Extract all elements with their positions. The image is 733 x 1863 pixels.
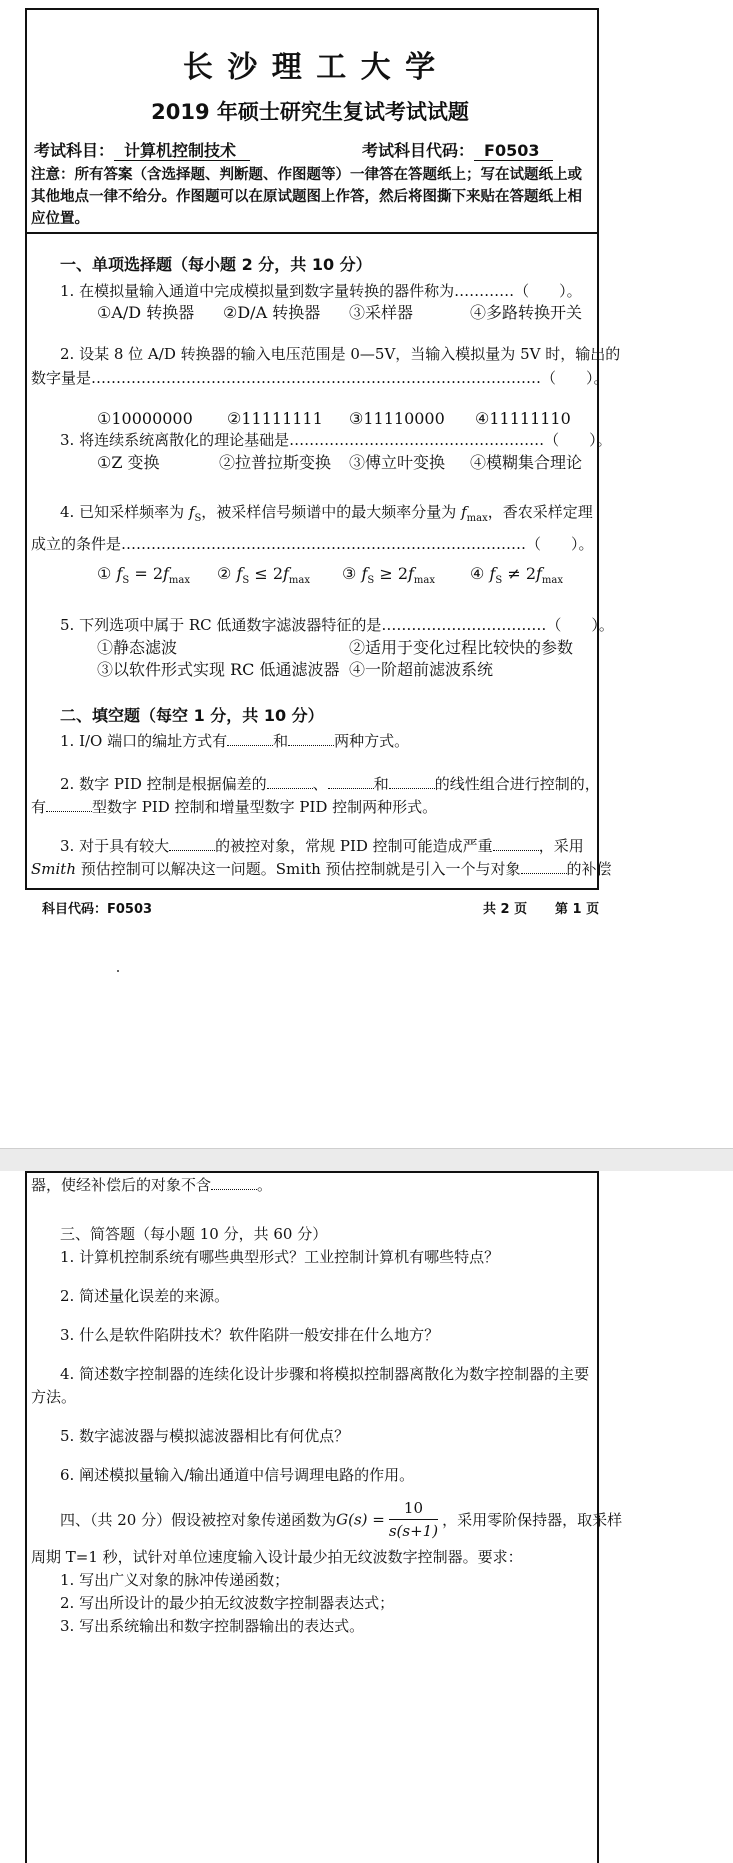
q3-text: 3. 将连续系统离散化的理论基础是……………………………………………（ ）。 bbox=[60, 431, 612, 449]
continuation-line bbox=[31, 1174, 272, 1196]
q4-o1-two: 2 bbox=[152, 564, 163, 583]
code-value: F0503 bbox=[474, 141, 553, 161]
q4-o1-fmax: f bbox=[163, 564, 169, 583]
fill-blank bbox=[493, 836, 539, 851]
university-name: 长 沙 理 工 大 学 bbox=[182, 50, 438, 85]
fill-3-e: 预估控制可以解决这一问题。Smith 预估控制就是引入一个与对象 bbox=[76, 860, 521, 878]
q2-option-2: ②11111111 bbox=[227, 409, 323, 428]
q4-o4-fmax: f bbox=[536, 564, 542, 583]
q5-text: 5. 下列选项中属于 RC 低通数字滤波器特征的是……………………………（ ）。 bbox=[60, 616, 614, 634]
continuation-b: 。 bbox=[257, 1176, 273, 1194]
q4-o2-fs-sub: S bbox=[242, 575, 250, 587]
smith-italic: Smith bbox=[31, 860, 76, 878]
fill-3-line-2 bbox=[31, 858, 612, 880]
q1-option-2: ②D/A 转换器 bbox=[223, 303, 321, 322]
q4-option-3-num: ③ bbox=[342, 564, 357, 583]
fill-2-b: 、 bbox=[312, 775, 328, 793]
fill-3-line-1 bbox=[60, 835, 584, 857]
fill-blank bbox=[288, 731, 334, 746]
q4-o1-fmax-sub: max bbox=[168, 575, 191, 587]
fill-blank bbox=[389, 774, 435, 789]
fill-3-f: 的补偿 bbox=[566, 860, 612, 878]
q4-o2-fmax-sub: max bbox=[288, 575, 311, 587]
q4-o2-op: ≤ bbox=[254, 564, 268, 583]
q1-text: 1. 在模拟量输入通道中完成模拟量到数字量转换的器件称为…………（ ）。 bbox=[60, 282, 582, 300]
q4-o3-two: 2 bbox=[397, 564, 408, 583]
fill-3-c: ，采用 bbox=[538, 837, 584, 855]
header-rule bbox=[25, 232, 597, 234]
q4-option-3 bbox=[342, 563, 435, 592]
continuation-a: 器，使经补偿后的对象不含 bbox=[31, 1176, 212, 1194]
section-4-b: ，采用零阶保持器，取采样 bbox=[442, 1511, 623, 1529]
tf-denominator: s(s+1) bbox=[388, 1522, 439, 1540]
q3-option-2: ②拉普拉斯变换 bbox=[219, 453, 332, 472]
q5-option-1: ①静态滤波 bbox=[97, 638, 178, 657]
q4-option-4-num: ④ bbox=[470, 564, 485, 583]
fill-2-e: 有 bbox=[31, 798, 47, 816]
q4-option-1 bbox=[97, 563, 190, 592]
q4-o4-two: 2 bbox=[525, 564, 536, 583]
section-4-a: 四、（共 20 分）假设被控对象传递函数为 bbox=[60, 1511, 337, 1529]
fill-2-line-1 bbox=[60, 773, 600, 795]
q4-o1-fs-sub: S bbox=[122, 575, 130, 587]
q4-o3-fmax: f bbox=[408, 564, 414, 583]
fmax-symbol: f bbox=[461, 503, 467, 521]
q3-option-1: ①Z 变换 bbox=[97, 453, 160, 472]
q1-option-3: ③采样器 bbox=[349, 303, 414, 322]
fill-blank bbox=[521, 859, 567, 874]
q1-option-4: ④多路转换开关 bbox=[470, 303, 583, 322]
q4-o2-fs: f bbox=[236, 564, 243, 583]
fill-1 bbox=[60, 730, 409, 752]
footer-current-page: 第 1 页 bbox=[555, 902, 600, 917]
short-answer-4-line-2: 方法。 bbox=[31, 1388, 77, 1406]
footer-total-pages: 共 2 页 bbox=[483, 902, 528, 917]
q3-option-4: ④模糊集合理论 bbox=[470, 453, 583, 472]
code-row bbox=[362, 138, 553, 161]
fs-symbol: f bbox=[188, 503, 195, 521]
fill-blank bbox=[267, 774, 313, 789]
q2-option-1: ①10000000 bbox=[97, 409, 193, 428]
q4-o2-two: 2 bbox=[272, 564, 283, 583]
section-3-title: 三、简答题（每小题 10 分，共 60 分） bbox=[60, 1225, 328, 1243]
fill-2-line-2 bbox=[31, 796, 437, 818]
fill-2-d: 的线性组合进行控制的， bbox=[434, 775, 600, 793]
q4-line-2: 成立的条件是………………………………………………………………………（ ）。 bbox=[31, 535, 594, 553]
scan-speck bbox=[117, 970, 119, 972]
short-answer-2: 2. 简述量化误差的来源。 bbox=[60, 1287, 230, 1305]
fill-2-f: 型数字 PID 控制和增量型数字 PID 控制两种形式。 bbox=[92, 798, 438, 816]
q4-o3-fmax-sub: max bbox=[413, 575, 436, 587]
q2-line-2: 数字量是………………………………………………………………………………（ ）。 bbox=[31, 369, 609, 387]
q4-o3-fs: f bbox=[361, 564, 368, 583]
fill-blank bbox=[328, 774, 374, 789]
section-4-line-2: 周期 T=1 秒，试针对单位速度输入设计最少拍无纹波数字控制器。要求： bbox=[31, 1548, 523, 1566]
fill-blank bbox=[169, 836, 215, 851]
short-answer-4-line-1: 4. 简述数字控制器的连续化设计步骤和将模拟控制器离散化为数字控制器的主要 bbox=[60, 1365, 590, 1383]
q4-o2-fmax: f bbox=[283, 564, 289, 583]
q4-option-2 bbox=[217, 563, 310, 592]
q4-option-4 bbox=[470, 563, 563, 592]
transfer-function-fraction bbox=[389, 1497, 438, 1542]
q4-o4-fmax-sub: max bbox=[541, 575, 564, 587]
fill-1-b: 和 bbox=[273, 732, 289, 750]
fill-1-a: 1. I/O 端口的编址方式有 bbox=[60, 732, 228, 750]
notice-line-2: 其他地点一律不给分。作图题可以在原试题图上作答，然后将图撕下来贴在答题纸上相 bbox=[31, 189, 582, 205]
q2-line-1: 2. 设某 8 位 A/D 转换器的输入电压范围是 0—5V，当输入模拟量为 5V 时，输出的 bbox=[60, 345, 621, 363]
fill-blank bbox=[211, 1175, 257, 1190]
tf-numerator: 10 bbox=[389, 1497, 438, 1520]
subject-row bbox=[34, 138, 250, 161]
fill-blank bbox=[227, 731, 273, 746]
fill-2-a: 2. 数字 PID 控制是根据偏差的 bbox=[60, 775, 267, 793]
exam-page-2 bbox=[0, 1171, 733, 1848]
short-answer-3: 3. 什么是软件陷阱技术？软件陷阱一般安排在什么地方？ bbox=[60, 1326, 440, 1344]
q4-o4-op: ≠ bbox=[507, 564, 521, 583]
fmax-subscript: max bbox=[466, 513, 488, 524]
q4-prefix: 4. 已知采样频率为 bbox=[60, 503, 185, 521]
q4-o4-fs: f bbox=[489, 564, 496, 583]
code-label: 考试科目代码： bbox=[362, 141, 475, 160]
q4-suffix: ，香农采样定理 bbox=[487, 503, 593, 521]
requirement-2: 2. 写出所设计的最少拍无纹波数字控制器表达式； bbox=[60, 1594, 395, 1612]
q4-option-2-num: ② bbox=[217, 564, 232, 583]
fill-1-c: 两种方式。 bbox=[334, 732, 410, 750]
section-1-title: 一、单项选择题（每小题 2 分，共 10 分） bbox=[60, 255, 372, 274]
q2-option-4: ④11111110 bbox=[475, 409, 571, 428]
short-answer-6: 6. 阐述模拟量输入/输出通道中信号调理电路的作用。 bbox=[60, 1466, 415, 1484]
q2-option-3: ③11110000 bbox=[349, 409, 445, 428]
q4-o3-op: ≥ bbox=[379, 564, 393, 583]
notice-line-1: 注意：所有答案（含选择题、判断题、作图题等）一律答在答题纸上；写在试题纸上或 bbox=[31, 167, 582, 183]
fill-2-c: 和 bbox=[373, 775, 389, 793]
requirement-1: 1. 写出广义对象的脉冲传递函数； bbox=[60, 1571, 290, 1589]
page-separator bbox=[0, 1148, 733, 1172]
subject-label: 考试科目： bbox=[34, 141, 115, 160]
q4-line-1 bbox=[60, 501, 593, 530]
exam-title: 2019 年硕士研究生复试考试试题 bbox=[151, 100, 469, 124]
q5-option-3: ③以软件形式实现 RC 低通滤波器 bbox=[97, 660, 340, 679]
section-4-line-1 bbox=[60, 1497, 622, 1542]
footer-subject-code: 科目代码：F0503 bbox=[42, 902, 153, 917]
section-2-title: 二、填空题（每空 1 分，共 10 分） bbox=[60, 706, 324, 725]
subject-value: 计算机控制技术 bbox=[114, 141, 250, 161]
q4-o1-fs: f bbox=[116, 564, 123, 583]
notice-line-3: 应位置。 bbox=[31, 211, 89, 227]
q4-middle: ，被采样信号频谱中的最大频率分量为 bbox=[201, 503, 457, 521]
fill-3-b: 的被控对象，常规 PID 控制可能造成严重 bbox=[215, 837, 493, 855]
q4-option-1-num: ① bbox=[97, 564, 112, 583]
q4-o4-fs-sub: S bbox=[495, 575, 503, 587]
q3-option-3: ③傅立叶变换 bbox=[349, 453, 446, 472]
fill-3-a: 3. 对于具有较大 bbox=[60, 837, 170, 855]
q5-option-4: ④一阶超前滤波系统 bbox=[349, 660, 494, 679]
requirement-3: 3. 写出系统输出和数字控制器输出的表达式。 bbox=[60, 1617, 365, 1635]
short-answer-5: 5. 数字滤波器与模拟滤波器相比有何优点？ bbox=[60, 1427, 350, 1445]
fs-subscript: S bbox=[194, 513, 202, 524]
q1-option-1: ①A/D 转换器 bbox=[97, 303, 195, 322]
q5-option-2: ②适用于变化过程比较快的参数 bbox=[349, 638, 574, 657]
transfer-function-label: G(s) = bbox=[336, 1510, 385, 1529]
fill-blank bbox=[46, 797, 92, 812]
short-answer-1: 1. 计算机控制系统有哪些典型形式？工业控制计算机有哪些特点？ bbox=[60, 1248, 500, 1266]
q4-o3-fs-sub: S bbox=[367, 575, 375, 587]
q4-o1-op: = bbox=[134, 564, 148, 583]
